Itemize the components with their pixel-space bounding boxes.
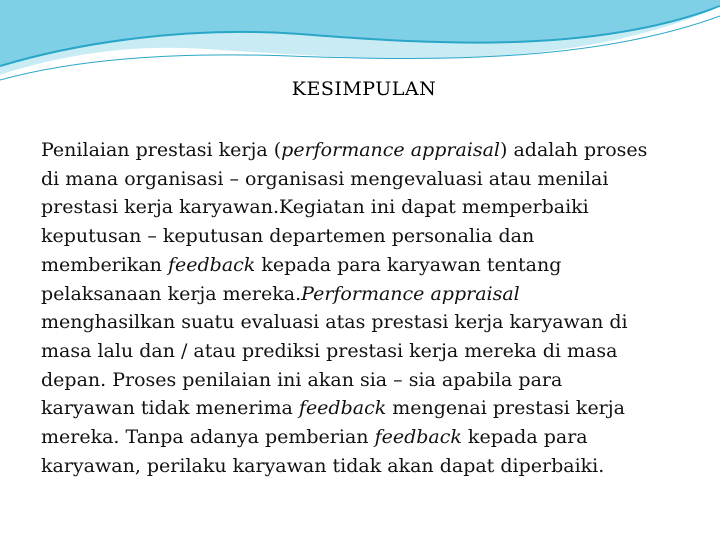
text-span: karyawan, perilaku karyawan tidak akan dapat diperbaiki. [41,454,605,477]
text-span: mereka. Tanpa adanya pemberian [41,426,375,449]
italic-term: feedback [374,426,462,449]
body-paragraph [41,136,701,480]
text-span: ) adalah proses [500,139,648,161]
italic-term: performance appraisal [281,139,500,161]
paragraph-line [41,165,701,194]
italic-term: feedback [167,253,256,276]
text-span: mengenai prestasi kerja [386,397,625,420]
text-span: prestasi kerja karyawan.Kegiatan ini dapat memperbaiki [41,196,589,219]
paragraph-line [41,423,701,452]
header-wave-decoration [0,0,720,90]
paragraph-line [41,222,701,251]
paragraph-line [41,280,701,309]
italic-term: feedback [298,397,387,420]
paragraph-line [41,452,701,481]
text-span: di mana organisasi – organisasi mengevaluasi atau menilai [41,167,609,190]
text-span: keputusan – keputusan departemen personalia dan [41,225,535,248]
paragraph-line [41,193,701,222]
paragraph-line [41,251,701,280]
text-span: kepada para [461,426,588,449]
text-span: pelaksanaan kerja mereka. [41,282,302,305]
paragraph-line [41,308,701,337]
text-span: depan. Proses penilaian ini akan sia – sia apabila para [41,368,563,391]
text-span: masa lalu dan / atau prediksi prestasi kerja mereka di masa [41,339,618,362]
paragraph-line [41,394,701,423]
text-span: menghasilkan suatu evaluasi atas prestasi kerja karyawan di [41,311,628,334]
text-span: memberikan [41,253,168,276]
text-span: kepada para karyawan tentang [255,253,562,276]
italic-term: Performance appraisal [301,282,520,305]
text-span: karyawan tidak menerima [41,397,299,420]
slide-title: KESIMPULAN [291,78,437,100]
text-span: Penilaian prestasi kerja ( [41,139,282,161]
paragraph-line [41,136,701,165]
paragraph-line [41,366,701,395]
paragraph-line [41,337,701,366]
